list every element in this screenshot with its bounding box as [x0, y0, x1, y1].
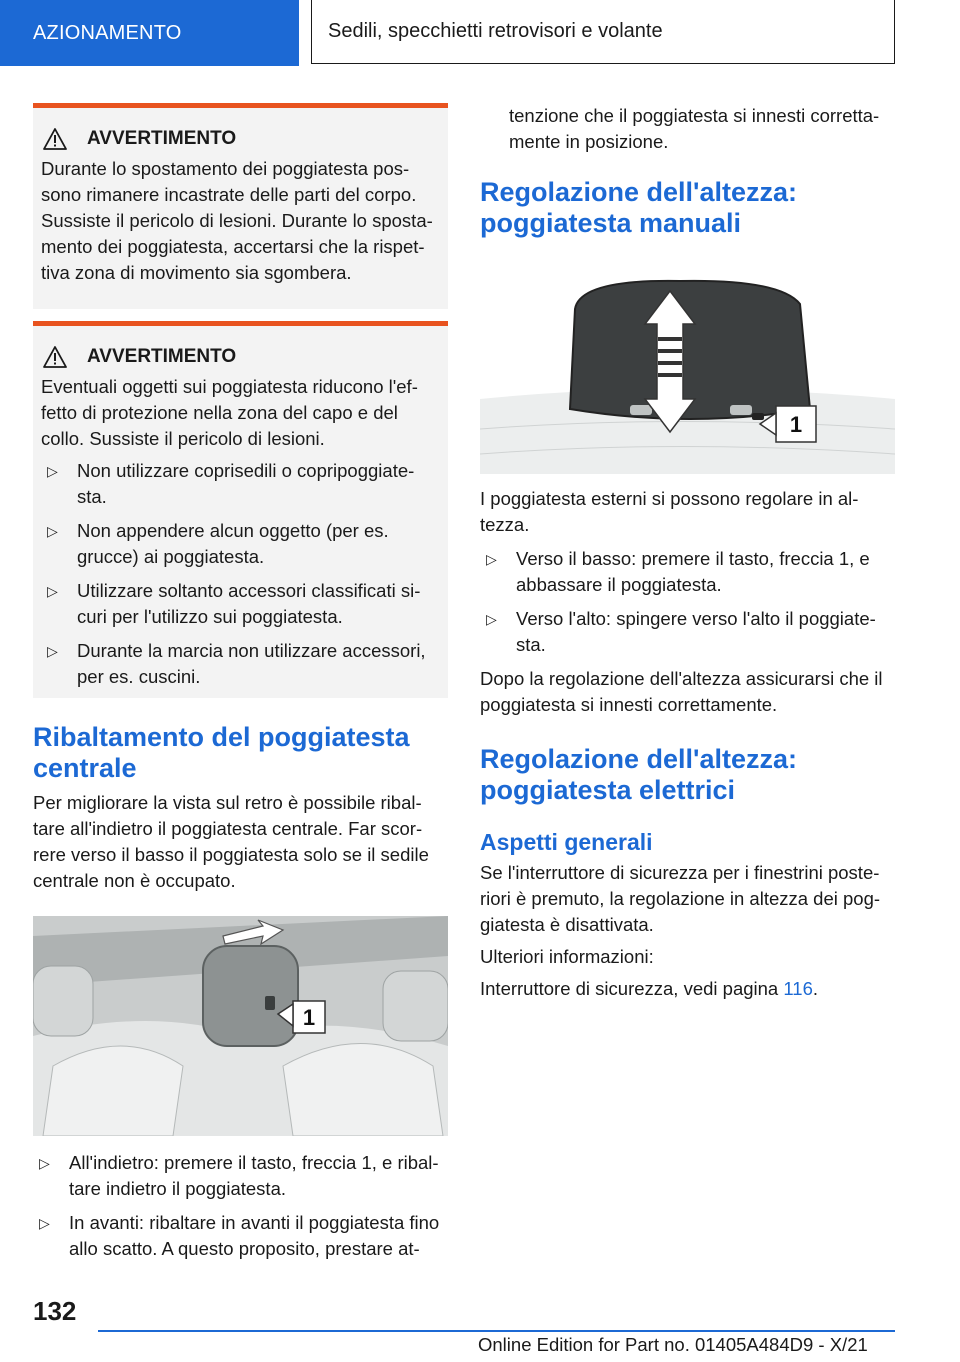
triangle-bullet-icon: ▷ [47, 463, 58, 479]
continuation-text: tenzione che il poggiatesta si innesti corretta-mente in posizione. [509, 105, 880, 152]
footer-divider [98, 1330, 895, 1332]
warning-list [41, 458, 440, 690]
section-heading: Ribaltamento del poggiatesta centrale [33, 722, 410, 783]
rear-seat-headrest-image [33, 916, 448, 1136]
list-item: ▷ Verso il basso: premere il tasto, freccia 1, e abbassare il poggiatesta. [486, 548, 870, 595]
callout-number: 1 [789, 412, 803, 437]
callout-number: 1 [302, 1005, 316, 1030]
section-heading: Regolazione dell'altezza: poggiatesta manuali [480, 177, 797, 238]
manual-text: I poggiatesta esterni si possono regolare in al-tezza. [480, 488, 859, 535]
warning-triangle-icon [43, 346, 67, 368]
chapter-title: Sedili, specchietti retrovisori e volante [328, 20, 663, 42]
cross-reference: Interruttore di sicurezza, vedi pagina 116. [480, 978, 818, 999]
warning-box-2 [33, 321, 448, 698]
warning-title: AVVERTIMENTO [87, 346, 237, 367]
triangle-bullet-icon: ▷ [486, 611, 497, 627]
electric-text: Se l'interruttore di sicurezza per i finestrini poste-riori è premuto, la regolazione in altezza dei pog-giatesta è disattivata. [480, 862, 881, 935]
manual-headrest-image [480, 279, 895, 474]
triangle-bullet-icon: ▷ [47, 643, 58, 659]
list-item: ▷ Utilizzare soltanto accessori classificati si-curi per l'utilizzo sui poggiatesta. [47, 580, 421, 627]
more-info-label: Ulteriori informazioni: [480, 946, 654, 967]
list-item: ▷ In avanti: ribaltare in avanti il poggiatesta fino allo scatto. A questo proposito, prestare at- [39, 1212, 440, 1259]
triangle-bullet-icon: ▷ [39, 1215, 50, 1231]
page-number: 132 [33, 1296, 77, 1326]
section-label: AZIONAMENTO [33, 21, 182, 44]
page-link[interactable]: 116 [783, 978, 813, 999]
section-heading: Regolazione dell'altezza: poggiatesta elettrici [480, 744, 797, 805]
left-column [33, 103, 448, 1270]
warning-text: Eventuali oggetti sui poggiatesta riducono l'ef-fetto di protezione nella zona del capo e del collo. Sussiste il pericolo di lesioni. [41, 376, 418, 449]
section-text: Per migliorare la vista sul retro è possibile ribal-tare all'indietro il poggiatesta centrale. Far scor-rere verso il basso il poggiatesta solo se il sedile centrale non è occupato. [33, 792, 429, 891]
warning-triangle-icon [43, 128, 67, 150]
subheading: Aspetti generali [480, 829, 653, 855]
list-item: ▷ Non appendere alcun oggetto (per es. grucce) ai poggiatesta. [47, 520, 389, 567]
right-column [480, 103, 895, 1002]
manual-after-text: Dopo la regolazione dell'altezza assicurarsi che il poggiatesta si innesti correttamente. [480, 668, 883, 715]
chapter-header [311, 0, 895, 64]
list-item: ▷ Non utilizzare coprisedili o copripoggiate-sta. [47, 460, 415, 507]
edition-text: Online Edition for Part no. 01405A484D9 - X/21 [478, 1334, 868, 1355]
triangle-bullet-icon: ▷ [47, 583, 58, 599]
section-tab[interactable] [0, 0, 299, 66]
manual-list [480, 546, 895, 658]
instruction-list [33, 1150, 448, 1262]
list-item: ▷ Durante la marcia non utilizzare accessori, per es. cuscini. [47, 640, 426, 687]
warning-box-1 [33, 103, 448, 309]
triangle-bullet-icon: ▷ [486, 551, 497, 567]
triangle-bullet-icon: ▷ [47, 523, 58, 539]
triangle-bullet-icon: ▷ [39, 1155, 50, 1171]
warning-text: Durante lo spostamento dei poggiatesta pos-sono rimanere incastrate delle parti del corpo. Sussiste il pericolo di lesioni. Durante lo sposta-mento dei poggiatesta, accertarsi che la rispet-tiva zona di movimento sia sgombera. [41, 158, 433, 283]
warning-title: AVVERTIMENTO [87, 128, 237, 149]
list-item: ▷ All'indietro: premere il tasto, freccia 1, e ribal-tare indietro il poggiatesta. [39, 1152, 439, 1199]
list-item: ▷ Verso l'alto: spingere verso l'alto il poggiate-sta. [486, 608, 876, 655]
